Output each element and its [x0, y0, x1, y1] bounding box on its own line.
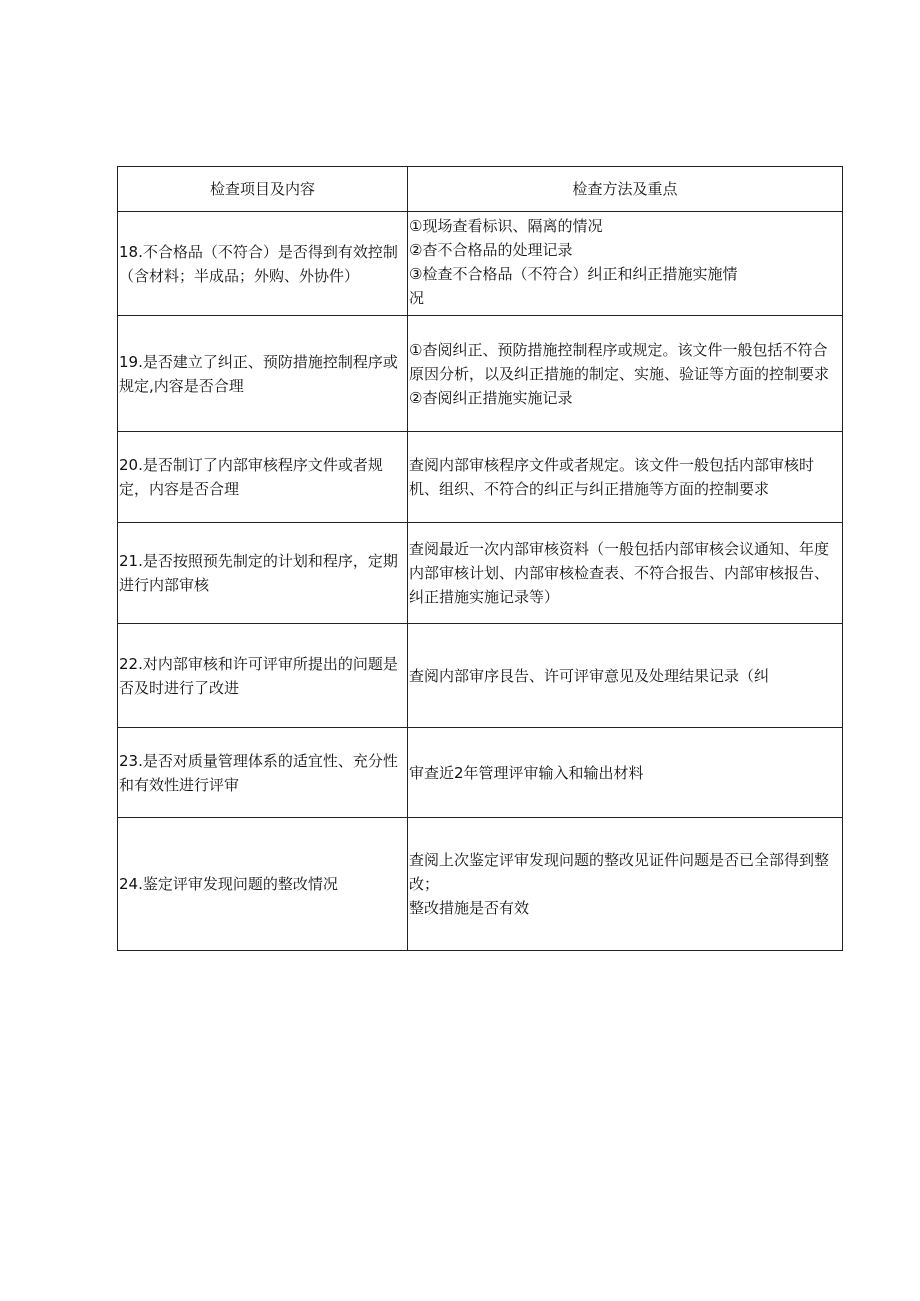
header-method: 检查方法及重点 [408, 167, 843, 212]
method-line: ①杳阅纠正、预防措施控制程序或规定。该文件一般包括不符合原因分析，以及纠正措施的制定、实施、验证等方面的控制要求 [409, 340, 830, 383]
row-item-text: 22.对内部审核和许可评审所提出的问题是否及时进行了改进 [118, 624, 408, 728]
row-method-cell [408, 316, 843, 432]
method-line: 查阅内部审核程序文件或者规定。该文件一般包括内部审核时机、组织、不符合的纠正与纠正措施等方面的控制要求 [409, 456, 815, 498]
table-row [118, 212, 843, 316]
row-item-text: 20.是否制订了内部审核程序文件或者规定，内容是否合理 [118, 432, 408, 523]
table-row [118, 624, 843, 728]
row-item-text: 18.不合格品（不符合）是否得到有效控制（含材料；半成品；外购、外协件） [118, 212, 408, 316]
table-header-row [118, 167, 843, 212]
method-line: ①现场查看标识、隔离的情况 [409, 217, 603, 235]
method-line: ②杳不合格品的处理记录 [409, 241, 573, 259]
header-item: 检查项目及内容 [118, 167, 408, 212]
row-method-cell [408, 624, 843, 728]
method-line: ②杳阅纠正措施实施记录 [409, 388, 573, 407]
row-method-cell [408, 728, 843, 818]
method-line: 审查近2年管理评审输入和输出材料 [409, 763, 644, 782]
row-item-text: 24.鉴定评审发现问题的整改情况 [118, 818, 408, 951]
row-item-text: 19.是否建立了纠正、预防措施控制程序或规定,内容是否合理 [118, 316, 408, 432]
table-row [118, 523, 843, 624]
table-row [118, 316, 843, 432]
method-line: 况 [409, 289, 425, 307]
method-line: ③检查不合格品（不符合）纠正和纠正措施实施情 [409, 265, 738, 283]
table-row [118, 818, 843, 951]
method-line: 整改措施是否有效 [409, 899, 530, 917]
row-method-cell [408, 432, 843, 523]
method-line: 查阅上次鉴定评审发现问题的整改见证件问题是否已全部得到整改； [409, 851, 830, 893]
table-row [118, 432, 843, 523]
method-line: 查阅内部审序艮告、许可评审意见及处理结果记录（纠 [409, 666, 770, 685]
row-method-cell [408, 818, 843, 951]
row-method-cell [408, 523, 843, 624]
method-line: 查阅最近一次内部审核资料（一般包括内部审核会议通知、年度内部审核计划、内部审核检查表、不符合报告、内部审核报告、纠正措施实施记录等） [409, 540, 830, 606]
table-row [118, 728, 843, 818]
inspection-table [117, 166, 843, 951]
row-item-text: 21.是否按照预先制定的计划和程序，定期进行内部审核 [118, 523, 408, 624]
row-method-cell [408, 212, 843, 316]
row-item-text: 23.是否对质量管理体系的适宜性、充分性和有效性进行评审 [118, 728, 408, 818]
